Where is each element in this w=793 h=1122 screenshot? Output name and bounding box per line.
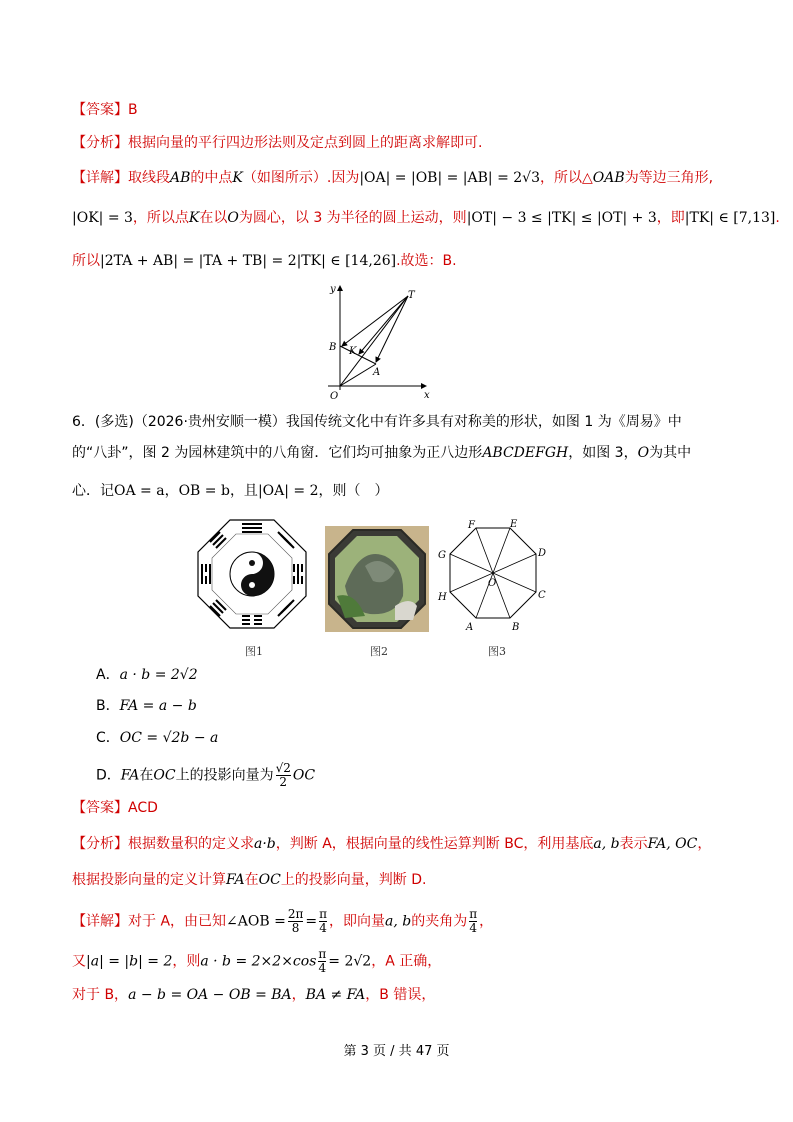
math-eq: OB = b — [178, 483, 230, 499]
label-f: F — [468, 520, 475, 531]
question-text: ， — [164, 483, 179, 499]
math-expr: FA — [226, 872, 245, 888]
fraction — [319, 908, 327, 935]
math-eq: |OA| = 2 — [257, 483, 319, 499]
detail-text: 取线段 — [128, 170, 170, 186]
question-text: 心．记 — [72, 483, 114, 499]
option-key: A． — [96, 667, 120, 683]
math-expr: |a| = |b| = 2 — [86, 953, 173, 970]
question-line-2 — [72, 443, 691, 463]
segment-oa — [340, 364, 376, 386]
math-eq: OA = a — [114, 483, 165, 499]
option-expr: OC = √2b − a — [119, 730, 219, 746]
analysis-line — [72, 133, 482, 153]
option-text: 在 — [139, 767, 154, 784]
question-text: 为其中 — [649, 445, 692, 461]
math-expr: a, b — [593, 836, 620, 852]
vector-ta — [376, 296, 408, 362]
label-a: A — [466, 622, 474, 633]
fraction — [276, 762, 291, 789]
label-h: H — [438, 592, 447, 603]
detail6-line-3 — [72, 985, 435, 1005]
math-k: K — [232, 170, 243, 186]
option-b[interactable] — [96, 695, 197, 715]
detail-line-3 — [72, 251, 457, 271]
analysis6-line-1 — [72, 834, 711, 854]
question-text: ，则（ ） — [318, 483, 389, 499]
detail-text: ，即向量 — [328, 913, 385, 930]
fraction-numerator: 2π — [287, 907, 304, 921]
math-eq: |2TA + AB| = |TA + TB| = 2|TK| ∈ [14,26] — [100, 253, 397, 269]
analysis-text: 在 — [244, 872, 259, 888]
answer-line-6 — [72, 798, 158, 818]
math-oab: OAB — [592, 170, 625, 186]
analysis-text: 根据向量的平行四边形法则及定点到圆上的距离求解即可. — [128, 135, 483, 151]
math-octagon: ABCDEFGH — [482, 445, 569, 461]
detail-label: 【详解】 — [72, 170, 128, 186]
detail-text: 在以 — [199, 210, 228, 226]
analysis-label: 【分析】 — [72, 836, 128, 852]
option-expr: a · b = 2√2 — [119, 667, 198, 683]
option-expr: OC — [153, 767, 176, 784]
octagon-figure — [430, 518, 560, 638]
fraction-denominator: 4 — [319, 921, 327, 935]
label-o: O — [488, 578, 497, 589]
analysis-text: 根据投影向量的定义计算 — [72, 872, 226, 888]
answer-value: ACD — [128, 800, 158, 816]
detail-text: 为圆心，以 3 为半径的圆上运动，则 — [238, 210, 467, 226]
answer-value: B — [128, 102, 138, 118]
fraction-numerator: π — [318, 947, 327, 961]
question-line-1 — [72, 412, 682, 432]
math-expr: a − b = OA − OB = BA — [128, 987, 292, 1003]
option-expr: FA — [120, 767, 140, 784]
detail-text: 对于 A，由已知 — [128, 913, 227, 930]
math-expr: OC — [258, 872, 281, 888]
detail-text: 所以 — [72, 253, 100, 269]
math-expr: a · b = 2×2×cos — [200, 953, 317, 970]
math-expr: = — [305, 913, 318, 930]
label-d: D — [538, 548, 547, 559]
label-a: A — [373, 367, 381, 378]
question-line-3 — [72, 481, 389, 501]
math-expr: ∠AOB = — [226, 913, 286, 930]
label-x: x — [424, 390, 430, 401]
fraction-denominator: 4 — [318, 961, 327, 975]
octagon-window-figure — [325, 526, 429, 632]
detail-text: 的夹角为 — [411, 913, 468, 930]
page-footer: 第 3 页 / 共 47 页 — [343, 1044, 450, 1059]
math-expr: a·b — [254, 836, 276, 852]
figure-caption-3: 图3 — [488, 645, 506, 658]
question-text: ，如图 3， — [568, 445, 638, 461]
detail-label: 【详解】 — [72, 913, 128, 930]
detail-text: ，即 — [656, 210, 685, 226]
label-g: G — [438, 550, 446, 561]
option-key: B． — [96, 698, 120, 714]
question-text: ，且 — [229, 483, 258, 499]
option-d[interactable] — [96, 762, 315, 789]
detail-text: 对于 B， — [72, 987, 129, 1003]
math-eq: |OA| = |OB| = |AB| = 2√3 — [359, 170, 541, 186]
math-expr: a, b — [384, 913, 412, 930]
figure-caption-2: 图2 — [370, 645, 388, 658]
analysis-text: 上的投影向量，判断 D. — [280, 872, 427, 888]
math-eq: |OT| − 3 ≤ |TK| ≤ |OT| + 3 — [466, 210, 657, 226]
option-c[interactable] — [96, 727, 218, 747]
fraction — [469, 908, 477, 935]
detail-text: ，B 错误， — [365, 987, 436, 1003]
analysis-text: 根据数量积的定义求 — [128, 836, 254, 852]
detail6-line-2 — [72, 948, 441, 975]
fraction-numerator: π — [469, 907, 478, 921]
detail-text: . — [775, 210, 780, 226]
detail-text: （如图所示）.因为 — [242, 170, 360, 186]
detail-text: 的中点 — [190, 170, 233, 186]
bagua-figure — [196, 518, 308, 630]
fraction-denominator: 2 — [279, 775, 288, 789]
analysis-text: ， — [697, 836, 712, 852]
analysis-label: 【分析】 — [72, 135, 128, 151]
answer-label: 【答案】 — [72, 102, 128, 118]
option-text: 上的投影向量为 — [175, 767, 274, 784]
detail-text: ，所以△ — [540, 170, 593, 186]
option-key: C． — [96, 730, 120, 746]
detail-text: ，则 — [172, 953, 201, 970]
math-eq: |OK| = 3 — [72, 210, 133, 226]
question-text: 6．(多选)（2026·贵州安顺一模）我国传统文化中有许多具有对称美的形状，如图 1 为《周易》中 — [72, 414, 682, 430]
fraction — [288, 908, 304, 935]
option-expr: FA = a − b — [119, 698, 197, 714]
math-o: O — [227, 210, 239, 226]
vector-tk — [359, 296, 408, 354]
detail-text: ， — [291, 987, 306, 1003]
option-expr: OC — [292, 767, 316, 784]
detail-line-2 — [72, 208, 780, 228]
math-ab: AB — [170, 170, 191, 186]
label-b: B — [329, 342, 337, 353]
fraction-numerator: π — [319, 907, 327, 921]
detail-text: ， — [479, 913, 494, 930]
answer-label: 【答案】 — [72, 800, 128, 816]
vector-tb — [342, 296, 408, 346]
label-c: C — [538, 590, 546, 601]
question-text: 的“八卦”，图 2 为园林建筑中的八角窗．它们均可抽象为正八边形 — [72, 445, 483, 461]
math-o: O — [637, 445, 650, 461]
label-o: O — [330, 391, 339, 402]
math-expr: = 2√2 — [328, 953, 372, 970]
math-k: K — [188, 210, 200, 226]
fraction-denominator: 4 — [469, 921, 477, 935]
math-expr: BA ≠ FA — [305, 987, 366, 1003]
analysis6-line-2 — [72, 870, 427, 890]
fraction — [318, 948, 326, 975]
detail-text: ，A 正确， — [371, 953, 442, 970]
detail-text: .故选：B. — [396, 253, 457, 269]
math-eq: |TK| ∈ [7,13] — [684, 210, 776, 226]
label-e: E — [510, 519, 518, 530]
detail6-line-1 — [72, 908, 493, 935]
analysis-text: ，判断 A，根据向量的线性运算判断 BC，利用基底 — [275, 836, 594, 852]
segment-ba — [340, 346, 376, 364]
fraction-numerator: √2 — [275, 761, 291, 775]
detail-text: 又 — [72, 953, 86, 970]
analysis-text: 表示 — [619, 836, 648, 852]
fraction-denominator: 8 — [291, 921, 300, 935]
detail-text: ，所以点 — [132, 210, 189, 226]
label-b: B — [512, 622, 520, 633]
label-t: T — [408, 290, 415, 301]
label-k: K — [349, 346, 357, 357]
option-key: D． — [96, 767, 121, 784]
vector-figure — [318, 282, 438, 402]
figure-caption-1: 图1 — [245, 645, 263, 658]
detail-text: 为等边三角形, — [624, 170, 714, 186]
label-y: y — [330, 284, 336, 295]
option-a[interactable] — [96, 664, 198, 684]
math-expr: FA, OC — [647, 836, 698, 852]
detail-line-1 — [72, 168, 713, 188]
answer-line — [72, 100, 138, 120]
